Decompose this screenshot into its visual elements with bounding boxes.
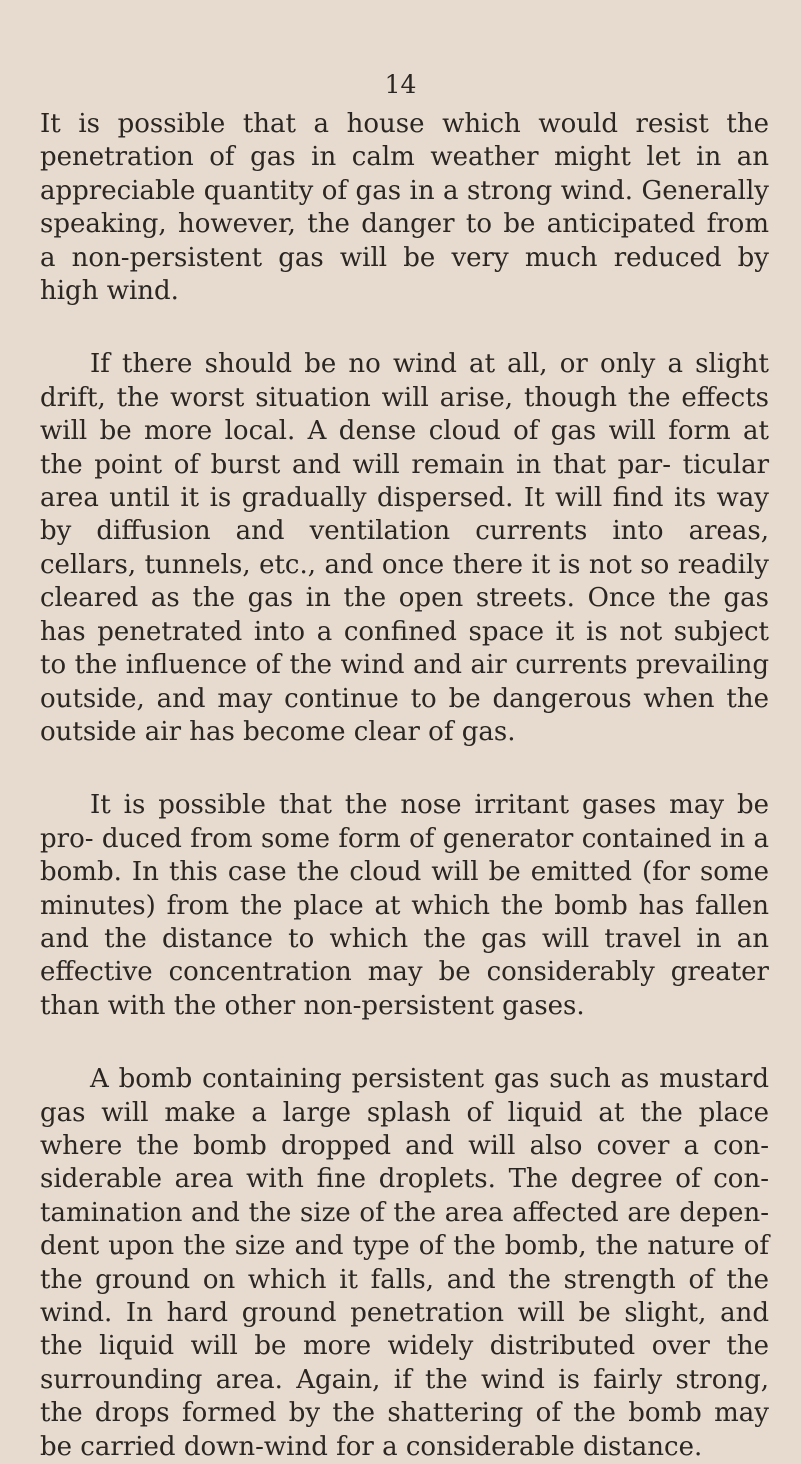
paragraph-spacer bbox=[40, 749, 769, 789]
paragraph-4: A bomb containing persistent gas such as mustard gas will make a large splash of liquid at the place where the bomb dropped and will also cover a con- siderable area with fine droplets. The degree of con- tamination and the size of the area affected are depen- dent upon the size and type of the bomb, the nature of the ground on which it falls, and the strength of the wind. In hard ground penetration will be slight, and the liquid will be more widely distributed over the surrounding area. Again, if the wind is fairly strong, the drops formed by the shattering of the bomb may be carried down-wind for a considerable distance. bbox=[40, 1064, 769, 1462]
paragraph-1: It is possible that a house which would resist the penetration of gas in calm weather might let in an appreciable quantity of gas in a strong wind. Generally speaking, however, the danger to be anticipated from a non-persistent gas will be very much reduced by high wind. bbox=[40, 109, 769, 307]
paragraph-spacer bbox=[40, 1023, 769, 1063]
paragraph-spacer bbox=[40, 308, 769, 348]
body-text bbox=[40, 108, 769, 1464]
paragraph-3: It is possible that the nose irritant gases may be pro- duced from some form of generator contained in a bomb. In this case the cloud will be emitted (for some minutes) from the place at which the bomb has fallen and the distance to which the gas will travel in an effective concentration may be considerably greater than with the other non-persistent gases. bbox=[40, 790, 769, 1021]
paragraph-2: If there should be no wind at all, or only a slight drift, the worst situation will arise, though the effects will be more local. A dense cloud of gas will form at the point of burst and will remain in that par- ticular area until it is gradually dispersed. It will find its way by diffusion and ventilation currents into areas, cellars, tunnels, etc., and once there it is not so readily cleared as the gas in the open streets. Once the gas has penetrated into a confined space it is not subject to the influence of the wind and air currents prevailing outside, and may continue to be dangerous when the outside air has become clear of gas. bbox=[40, 349, 769, 747]
page-number: 14 bbox=[384, 70, 417, 99]
